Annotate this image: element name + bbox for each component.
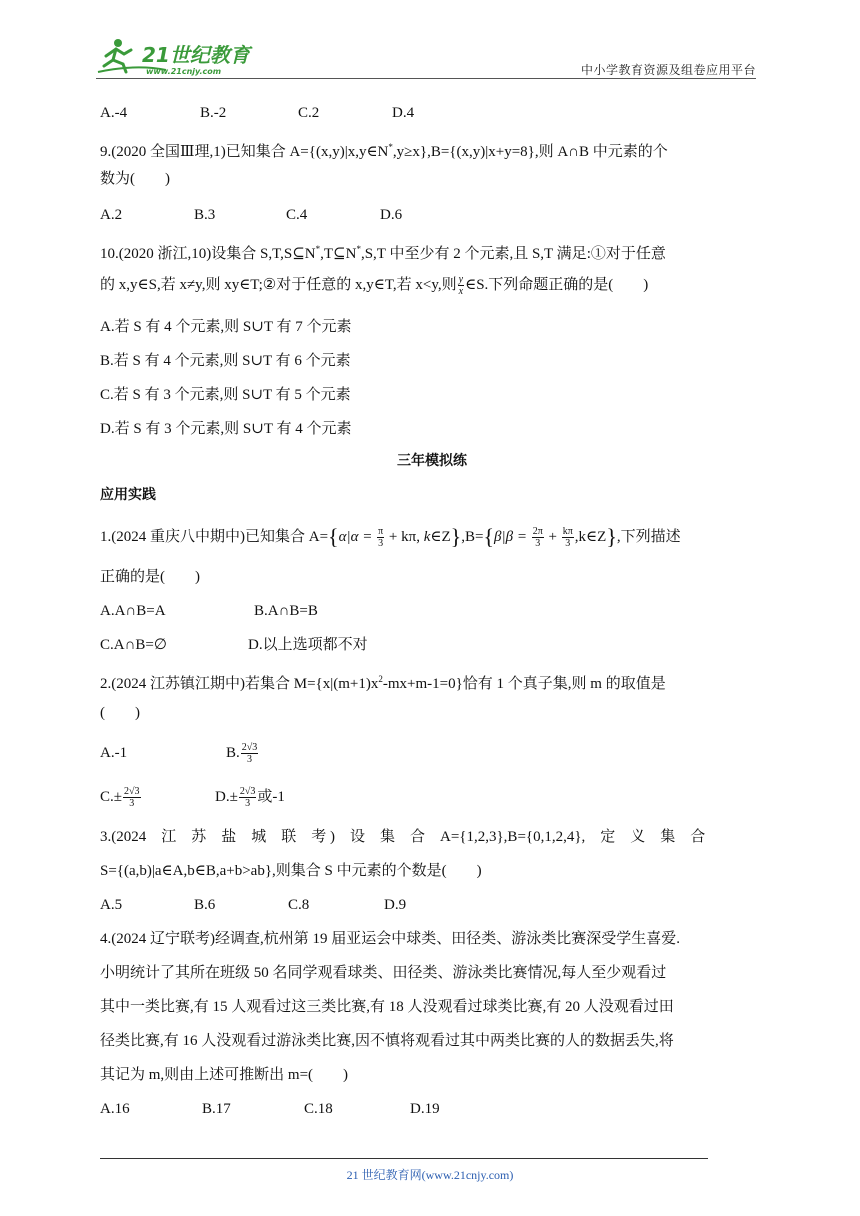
fraction-2pi-over-3: $\frac{2\pi}{3}$ xyxy=(532,526,543,550)
option-c: C.2 xyxy=(298,105,320,121)
q10-option-b: B.若 S 有 4 个元素,则 S∪T 有 6 个元素 xyxy=(100,353,351,369)
page-footer: 21 世纪教育网(www.21cnjy.com) xyxy=(346,1168,514,1182)
option-c: C.4 xyxy=(286,207,308,223)
option-a: A.2 xyxy=(100,207,123,223)
q10-option-c: C.若 S 有 3 个元素,则 S∪T 有 5 个元素 xyxy=(100,387,351,403)
p1-options-row2 xyxy=(100,634,368,656)
p3-options xyxy=(100,894,406,916)
p4-stem-line1: 4.(2024 辽宁联考)经调查,杭州第 19 届亚运会中球类、田径类、游泳类比赛深受学生喜爱. xyxy=(100,931,680,947)
option-b: B. $\frac{2√3}{3}$ xyxy=(226,742,258,766)
option-b: B.6 xyxy=(194,897,216,913)
option-a: A.-1 xyxy=(100,745,128,761)
p3-stem-line1: 3.(2024 江 苏 盐 城 联 考 ) 设 集 合 A={1,2,3},B={0,1,2,4}, 定 义 集 合 xyxy=(100,829,706,845)
q9-options xyxy=(100,204,402,226)
option-d: D.以上选项都不对 xyxy=(248,637,368,653)
option-a: A.16 xyxy=(100,1101,130,1117)
option-b: B.-2 xyxy=(200,105,227,121)
option-c: C.8 xyxy=(288,897,310,913)
option-c: C.A∩B=∅ xyxy=(100,637,167,653)
q10-stem-line1: 10.(2020 浙江,10)设集合 S,T,S⊆N*,T⊆N*,S,T 中至少有 2 个元素,且 S,T 满足:①对于任意 xyxy=(100,244,666,262)
p1-stem-line2: 正确的是( ) xyxy=(100,569,200,585)
q10-option-a: A.若 S 有 4 个元素,则 S∪T 有 7 个元素 xyxy=(100,319,352,335)
option-c: C.18 xyxy=(304,1101,333,1117)
site-logo xyxy=(96,36,266,78)
option-c: C.± $\frac{2√3}{3}$ xyxy=(100,786,140,810)
p4-options xyxy=(100,1098,440,1120)
p4-stem-line5: 其记为 m,则由上述可推断出 m=( ) xyxy=(100,1067,349,1083)
option-b: B.17 xyxy=(202,1101,231,1117)
section-title: 三年模拟练 xyxy=(397,453,467,469)
option-d: D.± $\frac{2√3}{3}$ 或-1 xyxy=(215,786,285,810)
p4-stem-line3: 其中一类比赛,有 15 人观看过这三类比赛,有 18 人没观看过球类比赛,有 20 人没观看过田 xyxy=(100,999,674,1015)
option-a: A.A∩B=A xyxy=(100,603,166,619)
option-a: A.-4 xyxy=(100,105,128,121)
q8-options xyxy=(100,102,414,124)
option-b: B.3 xyxy=(194,207,216,223)
p4-stem-line4: 径类比赛,有 16 人没观看过游泳类比赛,因不慎将观看过其中两类比赛的人的数据丢失,将 xyxy=(100,1033,674,1049)
svg-text:www.21cnjy.com: www.21cnjy.com xyxy=(146,67,222,76)
option-d: D.19 xyxy=(410,1101,440,1117)
p2-options-row2 xyxy=(100,786,285,809)
q9-stem-line1: 9.(2020 全国Ⅲ理,1)已知集合 A={(x,y)|x,y∈N*,y≥x},B={(x,y)|x+y=8},则 A∩B 中元素的个 xyxy=(100,142,668,160)
runner-logo-icon xyxy=(96,36,266,78)
svg-text:21世纪教育: 21世纪教育 xyxy=(142,43,250,67)
option-d: D.6 xyxy=(380,207,403,223)
option-b: B.A∩B=B xyxy=(254,603,318,619)
p2-options-row1 xyxy=(100,742,259,765)
fraction-pi-over-3: $\frac{\pi}{3}$ xyxy=(378,526,384,550)
q10-option-d: D.若 S 有 3 个元素,则 S∪T 有 4 个元素 xyxy=(100,421,352,437)
option-d: D.4 xyxy=(392,105,415,121)
p2-stem-line1: 2.(2024 江苏镇江期中)若集合 $M=\{x|(m+1)x^2-mx+m-1=0\}$恰有 1 个真子集,则 m 的取值是 xyxy=(100,674,666,692)
fraction-y-over-x: $\frac{y}{x}$ xyxy=(458,274,464,298)
option-a: A.5 xyxy=(100,897,123,913)
option-d: D.9 xyxy=(384,897,407,913)
header-divider xyxy=(96,78,756,79)
fraction-kpi-over-3: $\frac{k\pi}{3}$ xyxy=(562,526,573,550)
p1-stem-line1: 1.(2024 重庆八中期中)已知集合 A={α|α = $\frac{\pi}{3}$ + kπ, k∈Z},B={β|β = $\frac{2\pi}{3}$ + $\frac{k\pi}{3}$ ,k∈Z},下列描述 xyxy=(100,524,681,550)
platform-name: 中小学教育资源及组卷应用平台 xyxy=(580,63,756,77)
q9-stem-line2: 数为( ) xyxy=(100,171,170,187)
p4-stem-line2: 小明统计了其所在班级 50 名同学观看球类、田径类、游泳类比赛情况,每人至少观看过 xyxy=(100,965,667,981)
subsection-title: 应用实践 xyxy=(100,487,156,503)
q10-stem-line2: 的 x,y∈S,若 x≠y,则 xy∈T;②对于任意的 x,y∈T,若 x<y,则 $\frac{y}{x}$ ∈S.下列命题正确的是( ) xyxy=(100,274,649,298)
page-header xyxy=(96,36,756,80)
p1-options-row1 xyxy=(100,600,318,622)
fraction-2root3-over-3: $\frac{2√3}{3}$ xyxy=(241,742,258,766)
footer-divider xyxy=(100,1158,708,1159)
p3-stem-line2: S={(a,b)|a∈A,b∈B,a+b>ab},则集合 S 中元素的个数是( ) xyxy=(100,863,482,879)
p2-stem-line2: ( ) xyxy=(100,705,140,721)
